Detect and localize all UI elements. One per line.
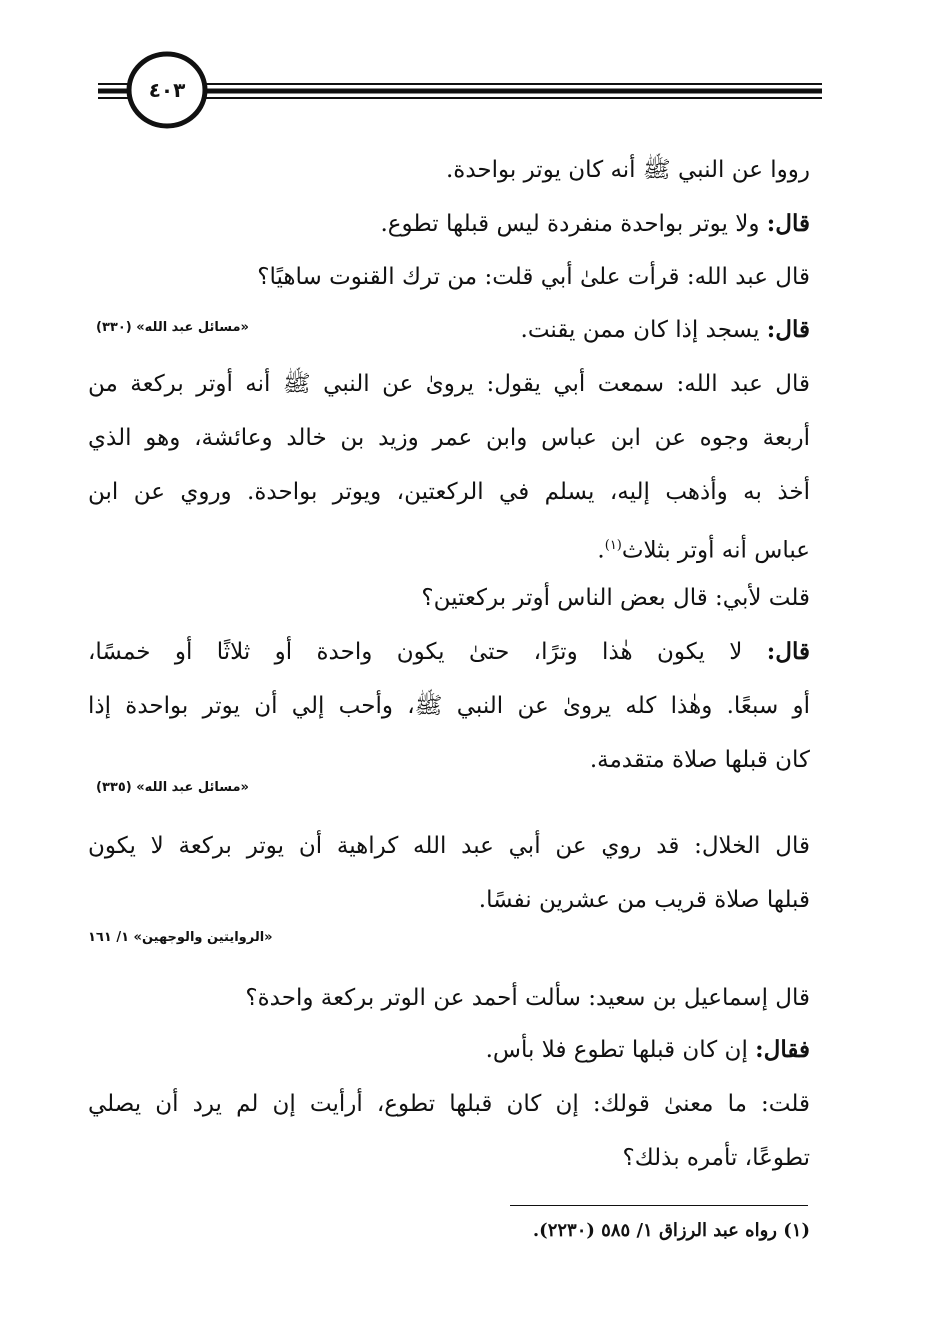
speaker-label: قال: <box>766 210 810 237</box>
speaker-label: فقال: <box>755 1036 810 1063</box>
text-line: قال عبد الله: سمعت أبي يقول: يرویٰ عن النبي ﷺ أنه أوتر بركعة من <box>88 371 810 397</box>
text-line: قبلها صلاة قريب من عشرين نفسًا. <box>478 887 810 913</box>
footnote: (١) رواه عبد الرزاق ١/ ٥٨٥ (٢٢٣٠). <box>532 1220 810 1241</box>
footnote-marker: (١) <box>604 538 622 553</box>
text-line: قال: ولا يوتر بواحدة منفردة ليس قبلها تطوع. <box>380 210 810 237</box>
text-line: قلت لأبي: قال بعض الناس أوتر بركعتين؟ <box>421 585 810 611</box>
text-line: قال إسماعيل بن سعيد: سألت أحمد عن الوتر بركعة واحدة؟ <box>245 985 810 1011</box>
text-line: قال الخلال: قد روي عن أبي عبد الله كراهية أن يوتر بركعة لا يكون <box>88 833 810 859</box>
text-line: أربعة وجوه عن ابن عباس وابن عمر وزيد بن خالد وعائشة، وهو الذي <box>88 425 810 451</box>
source-citation: «الروايتين والوجهين» ١/ ١٦١ <box>88 930 273 945</box>
footnote-separator <box>510 1205 808 1206</box>
page-header <box>0 0 932 140</box>
source-citation: «مسائل عبد الله» (٣٣٥) <box>96 780 249 795</box>
text-line: أو سبعًا. وهٰذا كله يرویٰ عن النبي ﷺ، وأحب إلي أن يوتر بواحدة إذا <box>88 693 810 719</box>
text-line: فقال: إن كان قبلها تطوع فلا بأس. <box>485 1036 810 1063</box>
text-line: قال: لا يكون هٰذا وترًا، حتىٰ يكون واحدة أو ثلاثًا أو خمسًا، <box>88 638 811 665</box>
text-line: قلت: ما معنىٰ قولك: إن كان قبلها تطوع، أرأيت إن لم يرد أن يصلي <box>88 1091 810 1117</box>
page-number: ٤٠٣ <box>148 78 186 102</box>
text-line: رووا عن النبي ﷺ أنه كان يوتر بواحدة. <box>445 157 810 183</box>
source-citation: «مسائل عبد الله» (٣٣٠) <box>96 320 249 335</box>
speaker-label: قال: <box>766 638 811 665</box>
text-line: كان قبلها صلاة متقدمة. <box>589 747 810 773</box>
text-line: عباس أنه أوتر بثلاث$^{(١)}$. <box>597 537 810 564</box>
speaker-label: قال: <box>766 316 810 343</box>
text-line: قال عبد الله: قرأت علىٰ أبي قلت: من ترك القنوت ساهيًا؟ <box>257 264 810 290</box>
text-line: أخذ به وأذهب إليه، يسلم في الركعتين، ويوتر بواحدة. وروي عن ابن <box>88 479 810 505</box>
text-line: قال: يسجد إذا كان ممن يقنت. <box>520 316 810 343</box>
text-line: تطوعًا، تأمره بذلك؟ <box>622 1145 810 1171</box>
